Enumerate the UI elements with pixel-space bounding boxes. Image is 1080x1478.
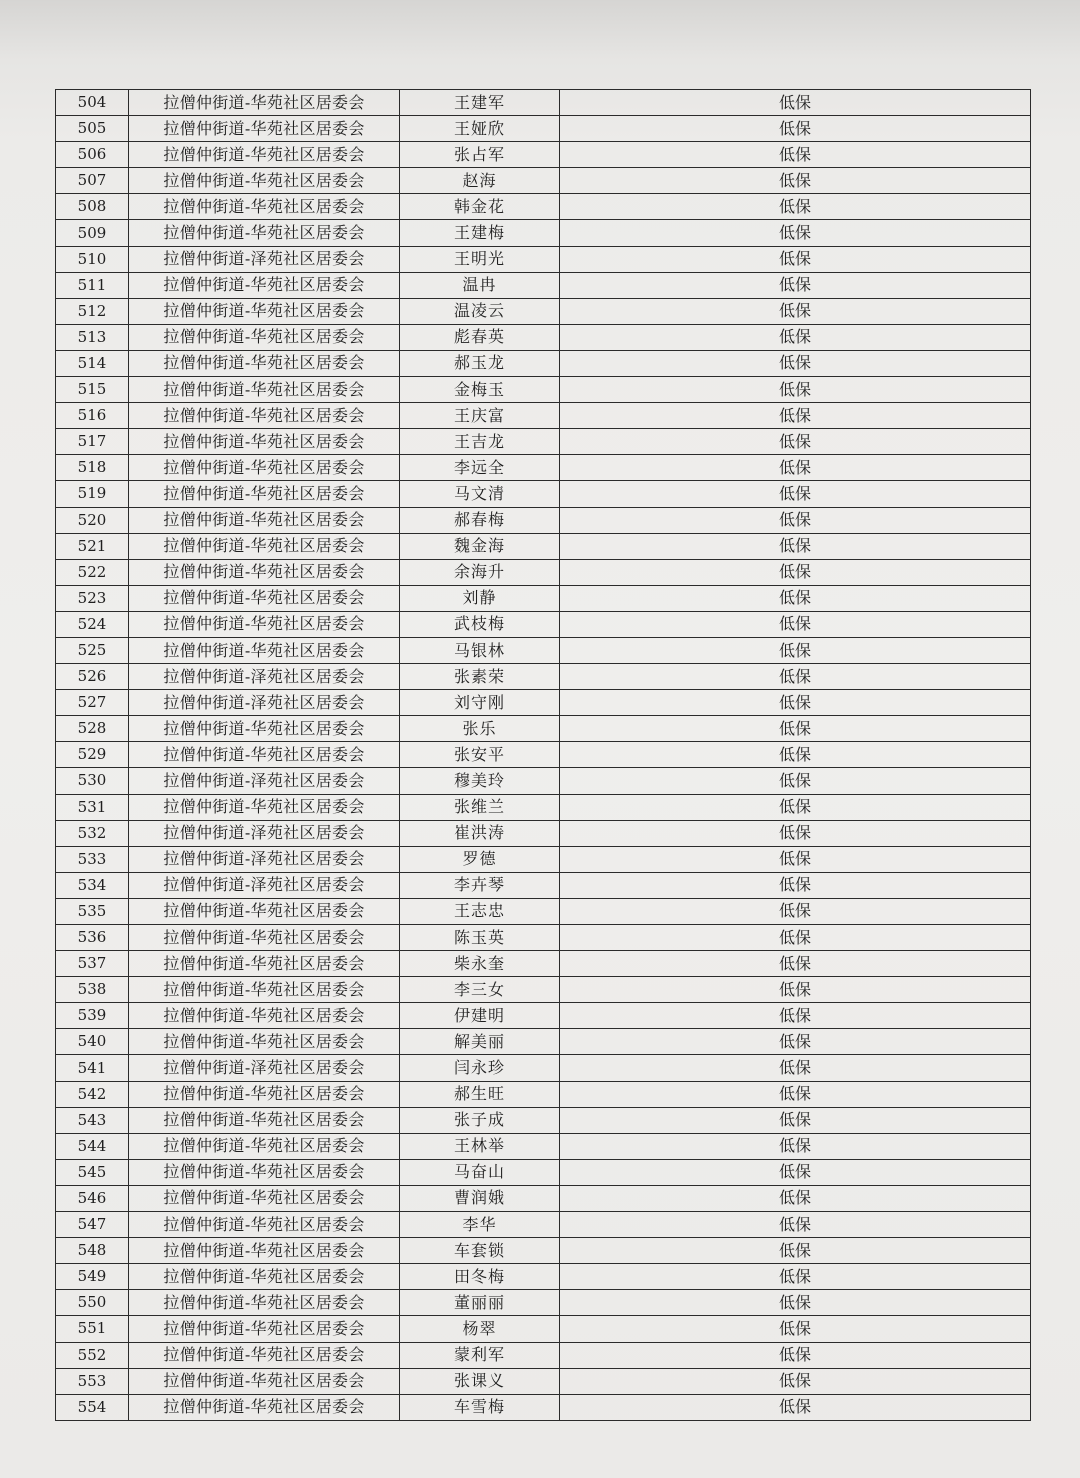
table-row [56, 1238, 1031, 1264]
row-number: 542 [56, 1081, 129, 1107]
table-row [56, 1212, 1031, 1238]
table-row [56, 90, 1031, 116]
category-cell: 低保 [560, 377, 1031, 403]
person-name-cell: 魏金海 [400, 533, 560, 559]
community-cell: 拉僧仲街道-华苑社区居委会 [129, 533, 400, 559]
person-name-cell: 李华 [400, 1212, 560, 1238]
category-cell: 低保 [560, 1055, 1031, 1081]
person-name-cell: 温凌云 [400, 298, 560, 324]
table-row [56, 716, 1031, 742]
category-cell: 低保 [560, 664, 1031, 690]
row-number: 513 [56, 324, 129, 350]
person-name-cell: 罗德 [400, 846, 560, 872]
community-cell: 拉僧仲街道-华苑社区居委会 [129, 350, 400, 376]
community-cell: 拉僧仲街道-泽苑社区居委会 [129, 846, 400, 872]
person-name-cell: 曹润娥 [400, 1185, 560, 1211]
row-number: 550 [56, 1290, 129, 1316]
category-cell: 低保 [560, 1029, 1031, 1055]
category-cell: 低保 [560, 403, 1031, 429]
person-name-cell: 韩金花 [400, 194, 560, 220]
category-cell: 低保 [560, 768, 1031, 794]
category-cell: 低保 [560, 533, 1031, 559]
category-cell: 低保 [560, 690, 1031, 716]
table-row [56, 585, 1031, 611]
table-row [56, 350, 1031, 376]
category-cell: 低保 [560, 846, 1031, 872]
table-row [56, 1290, 1031, 1316]
person-name-cell: 董丽丽 [400, 1290, 560, 1316]
row-number: 515 [56, 377, 129, 403]
category-cell: 低保 [560, 872, 1031, 898]
row-number: 514 [56, 350, 129, 376]
row-number: 516 [56, 403, 129, 429]
category-cell: 低保 [560, 559, 1031, 585]
row-number: 535 [56, 898, 129, 924]
category-cell: 低保 [560, 794, 1031, 820]
community-cell: 拉僧仲街道-华苑社区居委会 [129, 324, 400, 350]
row-number: 547 [56, 1212, 129, 1238]
person-name-cell: 伊建明 [400, 1003, 560, 1029]
row-number: 505 [56, 116, 129, 142]
category-cell: 低保 [560, 716, 1031, 742]
table-row [56, 194, 1031, 220]
category-cell: 低保 [560, 1212, 1031, 1238]
person-name-cell: 李卉琴 [400, 872, 560, 898]
community-cell: 拉僧仲街道-泽苑社区居委会 [129, 664, 400, 690]
row-number: 538 [56, 977, 129, 1003]
community-cell: 拉僧仲街道-华苑社区居委会 [129, 1238, 400, 1264]
table-row [56, 768, 1031, 794]
category-cell: 低保 [560, 977, 1031, 1003]
row-number: 519 [56, 481, 129, 507]
person-name-cell: 杨翠 [400, 1316, 560, 1342]
category-cell: 低保 [560, 1316, 1031, 1342]
row-number: 512 [56, 298, 129, 324]
community-cell: 拉僧仲街道-华苑社区居委会 [129, 559, 400, 585]
person-name-cell: 温冉 [400, 272, 560, 298]
person-name-cell: 马银林 [400, 637, 560, 663]
person-name-cell: 张子成 [400, 1107, 560, 1133]
person-name-cell: 张课义 [400, 1368, 560, 1394]
category-cell: 低保 [560, 168, 1031, 194]
community-cell: 拉僧仲街道-华苑社区居委会 [129, 1029, 400, 1055]
person-name-cell: 王庆富 [400, 403, 560, 429]
category-cell: 低保 [560, 1185, 1031, 1211]
person-name-cell: 张维兰 [400, 794, 560, 820]
community-cell: 拉僧仲街道-华苑社区居委会 [129, 951, 400, 977]
person-name-cell: 田冬梅 [400, 1264, 560, 1290]
row-number: 536 [56, 925, 129, 951]
person-name-cell: 李远全 [400, 455, 560, 481]
category-cell: 低保 [560, 324, 1031, 350]
community-cell: 拉僧仲街道-华苑社区居委会 [129, 1003, 400, 1029]
person-name-cell: 陈玉英 [400, 925, 560, 951]
person-name-cell: 闫永珍 [400, 1055, 560, 1081]
table-row [56, 1394, 1031, 1420]
person-name-cell: 张乐 [400, 716, 560, 742]
category-cell: 低保 [560, 585, 1031, 611]
row-number: 528 [56, 716, 129, 742]
person-name-cell: 王建梅 [400, 220, 560, 246]
community-cell: 拉僧仲街道-华苑社区居委会 [129, 611, 400, 637]
table-row [56, 637, 1031, 663]
row-number: 553 [56, 1368, 129, 1394]
person-name-cell: 王明光 [400, 246, 560, 272]
community-cell: 拉僧仲街道-华苑社区居委会 [129, 1107, 400, 1133]
row-number: 532 [56, 820, 129, 846]
table-row [56, 1055, 1031, 1081]
row-number: 510 [56, 246, 129, 272]
person-name-cell: 张占军 [400, 142, 560, 168]
community-cell: 拉僧仲街道-华苑社区居委会 [129, 1212, 400, 1238]
table-row [56, 507, 1031, 533]
category-cell: 低保 [560, 272, 1031, 298]
community-cell: 拉僧仲街道-华苑社区居委会 [129, 1342, 400, 1368]
category-cell: 低保 [560, 481, 1031, 507]
table-row [56, 1081, 1031, 1107]
row-number: 546 [56, 1185, 129, 1211]
row-number: 540 [56, 1029, 129, 1055]
row-number: 537 [56, 951, 129, 977]
category-cell: 低保 [560, 1238, 1031, 1264]
row-number: 523 [56, 585, 129, 611]
row-number: 517 [56, 429, 129, 455]
table-row [56, 1316, 1031, 1342]
table-row [56, 377, 1031, 403]
person-name-cell: 张安平 [400, 742, 560, 768]
category-cell: 低保 [560, 90, 1031, 116]
category-cell: 低保 [560, 611, 1031, 637]
row-number: 527 [56, 690, 129, 716]
community-cell: 拉僧仲街道-华苑社区居委会 [129, 377, 400, 403]
row-number: 544 [56, 1133, 129, 1159]
category-cell: 低保 [560, 637, 1031, 663]
category-cell: 低保 [560, 1290, 1031, 1316]
community-cell: 拉僧仲街道-华苑社区居委会 [129, 194, 400, 220]
person-name-cell: 解美丽 [400, 1029, 560, 1055]
row-number: 543 [56, 1107, 129, 1133]
person-name-cell: 马奋山 [400, 1159, 560, 1185]
person-name-cell: 彪春英 [400, 324, 560, 350]
community-cell: 拉僧仲街道-华苑社区居委会 [129, 298, 400, 324]
community-cell: 拉僧仲街道-华苑社区居委会 [129, 1394, 400, 1420]
person-name-cell: 王吉龙 [400, 429, 560, 455]
person-name-cell: 车雪梅 [400, 1394, 560, 1420]
person-name-cell: 穆美玲 [400, 768, 560, 794]
row-number: 554 [56, 1394, 129, 1420]
table-row [56, 898, 1031, 924]
community-cell: 拉僧仲街道-泽苑社区居委会 [129, 872, 400, 898]
person-name-cell: 王林举 [400, 1133, 560, 1159]
row-number: 549 [56, 1264, 129, 1290]
category-cell: 低保 [560, 429, 1031, 455]
row-number: 529 [56, 742, 129, 768]
category-cell: 低保 [560, 898, 1031, 924]
table-row [56, 559, 1031, 585]
table-row [56, 1159, 1031, 1185]
person-name-cell: 刘静 [400, 585, 560, 611]
row-number: 506 [56, 142, 129, 168]
community-cell: 拉僧仲街道-泽苑社区居委会 [129, 246, 400, 272]
row-number: 534 [56, 872, 129, 898]
community-cell: 拉僧仲街道-华苑社区居委会 [129, 403, 400, 429]
community-cell: 拉僧仲街道-华苑社区居委会 [129, 742, 400, 768]
row-number: 548 [56, 1238, 129, 1264]
category-cell: 低保 [560, 1159, 1031, 1185]
community-cell: 拉僧仲街道-泽苑社区居委会 [129, 690, 400, 716]
row-number: 509 [56, 220, 129, 246]
community-cell: 拉僧仲街道-华苑社区居委会 [129, 794, 400, 820]
table-row [56, 820, 1031, 846]
community-cell: 拉僧仲街道-华苑社区居委会 [129, 898, 400, 924]
category-cell: 低保 [560, 1003, 1031, 1029]
community-cell: 拉僧仲街道-泽苑社区居委会 [129, 768, 400, 794]
table-row [56, 246, 1031, 272]
row-number: 539 [56, 1003, 129, 1029]
category-cell: 低保 [560, 925, 1031, 951]
community-cell: 拉僧仲街道-华苑社区居委会 [129, 1159, 400, 1185]
row-number: 522 [56, 559, 129, 585]
person-name-cell: 崔洪涛 [400, 820, 560, 846]
table-row [56, 220, 1031, 246]
person-name-cell: 王娅欣 [400, 116, 560, 142]
community-cell: 拉僧仲街道-华苑社区居委会 [129, 168, 400, 194]
row-number: 508 [56, 194, 129, 220]
table-row [56, 1185, 1031, 1211]
community-cell: 拉僧仲街道-华苑社区居委会 [129, 481, 400, 507]
row-number: 518 [56, 455, 129, 481]
community-cell: 拉僧仲街道-华苑社区居委会 [129, 90, 400, 116]
community-cell: 拉僧仲街道-华苑社区居委会 [129, 1264, 400, 1290]
category-cell: 低保 [560, 1133, 1031, 1159]
table-row [56, 742, 1031, 768]
person-name-cell: 余海升 [400, 559, 560, 585]
category-cell: 低保 [560, 820, 1031, 846]
category-cell: 低保 [560, 455, 1031, 481]
table-row [56, 1107, 1031, 1133]
category-cell: 低保 [560, 1081, 1031, 1107]
row-number: 541 [56, 1055, 129, 1081]
category-cell: 低保 [560, 298, 1031, 324]
table-row [56, 846, 1031, 872]
table-row [56, 142, 1031, 168]
table-row [56, 481, 1031, 507]
table-row [56, 1003, 1031, 1029]
table-row [56, 272, 1031, 298]
table-row [56, 168, 1031, 194]
category-cell: 低保 [560, 116, 1031, 142]
person-name-cell: 郝玉龙 [400, 350, 560, 376]
table-row [56, 951, 1031, 977]
row-number: 526 [56, 664, 129, 690]
table-row [56, 1368, 1031, 1394]
community-cell: 拉僧仲街道-华苑社区居委会 [129, 1316, 400, 1342]
row-number: 507 [56, 168, 129, 194]
row-number: 545 [56, 1159, 129, 1185]
person-name-cell: 郝春梅 [400, 507, 560, 533]
person-name-cell: 马文清 [400, 481, 560, 507]
row-number: 504 [56, 90, 129, 116]
community-cell: 拉僧仲街道-泽苑社区居委会 [129, 1055, 400, 1081]
community-cell: 拉僧仲街道-华苑社区居委会 [129, 272, 400, 298]
category-cell: 低保 [560, 507, 1031, 533]
table-row [56, 611, 1031, 637]
row-number: 552 [56, 1342, 129, 1368]
row-number: 530 [56, 768, 129, 794]
category-cell: 低保 [560, 1368, 1031, 1394]
row-number: 531 [56, 794, 129, 820]
community-cell: 拉僧仲街道-华苑社区居委会 [129, 716, 400, 742]
category-cell: 低保 [560, 742, 1031, 768]
table-row [56, 1133, 1031, 1159]
community-cell: 拉僧仲街道-华苑社区居委会 [129, 1185, 400, 1211]
table-row [56, 298, 1031, 324]
community-cell: 拉僧仲街道-华苑社区居委会 [129, 1081, 400, 1107]
community-cell: 拉僧仲街道-华苑社区居委会 [129, 220, 400, 246]
category-cell: 低保 [560, 350, 1031, 376]
table-row [56, 925, 1031, 951]
category-cell: 低保 [560, 1342, 1031, 1368]
category-cell: 低保 [560, 1107, 1031, 1133]
roster-table [55, 89, 1031, 1421]
table-row [56, 403, 1031, 429]
person-name-cell: 武枝梅 [400, 611, 560, 637]
community-cell: 拉僧仲街道-华苑社区居委会 [129, 925, 400, 951]
table-row [56, 664, 1031, 690]
community-cell: 拉僧仲街道-华苑社区居委会 [129, 429, 400, 455]
community-cell: 拉僧仲街道-华苑社区居委会 [129, 1133, 400, 1159]
table-row [56, 324, 1031, 350]
person-name-cell: 李三女 [400, 977, 560, 1003]
community-cell: 拉僧仲街道-华苑社区居委会 [129, 1290, 400, 1316]
person-name-cell: 郝生旺 [400, 1081, 560, 1107]
row-number: 520 [56, 507, 129, 533]
community-cell: 拉僧仲街道-华苑社区居委会 [129, 977, 400, 1003]
table-row [56, 977, 1031, 1003]
table-row [56, 116, 1031, 142]
category-cell: 低保 [560, 1264, 1031, 1290]
community-cell: 拉僧仲街道-华苑社区居委会 [129, 1368, 400, 1394]
row-number: 524 [56, 611, 129, 637]
person-name-cell: 王建军 [400, 90, 560, 116]
category-cell: 低保 [560, 220, 1031, 246]
table-row [56, 1342, 1031, 1368]
person-name-cell: 柴永奎 [400, 951, 560, 977]
community-cell: 拉僧仲街道-泽苑社区居委会 [129, 820, 400, 846]
community-cell: 拉僧仲街道-华苑社区居委会 [129, 142, 400, 168]
community-cell: 拉僧仲街道-华苑社区居委会 [129, 507, 400, 533]
category-cell: 低保 [560, 194, 1031, 220]
row-number: 511 [56, 272, 129, 298]
community-cell: 拉僧仲街道-华苑社区居委会 [129, 116, 400, 142]
community-cell: 拉僧仲街道-华苑社区居委会 [129, 585, 400, 611]
person-name-cell: 蒙利军 [400, 1342, 560, 1368]
table-row [56, 872, 1031, 898]
community-cell: 拉僧仲街道-华苑社区居委会 [129, 455, 400, 481]
row-number: 533 [56, 846, 129, 872]
roster-table-body [56, 90, 1031, 1421]
person-name-cell: 金梅玉 [400, 377, 560, 403]
category-cell: 低保 [560, 951, 1031, 977]
table-row [56, 429, 1031, 455]
person-name-cell: 王志忠 [400, 898, 560, 924]
table-row [56, 690, 1031, 716]
table-row [56, 533, 1031, 559]
table-row [56, 794, 1031, 820]
community-cell: 拉僧仲街道-华苑社区居委会 [129, 637, 400, 663]
table-row [56, 455, 1031, 481]
table-row [56, 1029, 1031, 1055]
category-cell: 低保 [560, 1394, 1031, 1420]
person-name-cell: 车套锁 [400, 1238, 560, 1264]
category-cell: 低保 [560, 246, 1031, 272]
person-name-cell: 赵海 [400, 168, 560, 194]
category-cell: 低保 [560, 142, 1031, 168]
roster-table-wrapper [55, 89, 1030, 1421]
row-number: 551 [56, 1316, 129, 1342]
person-name-cell: 刘守刚 [400, 690, 560, 716]
row-number: 521 [56, 533, 129, 559]
person-name-cell: 张素荣 [400, 664, 560, 690]
row-number: 525 [56, 637, 129, 663]
table-row [56, 1264, 1031, 1290]
